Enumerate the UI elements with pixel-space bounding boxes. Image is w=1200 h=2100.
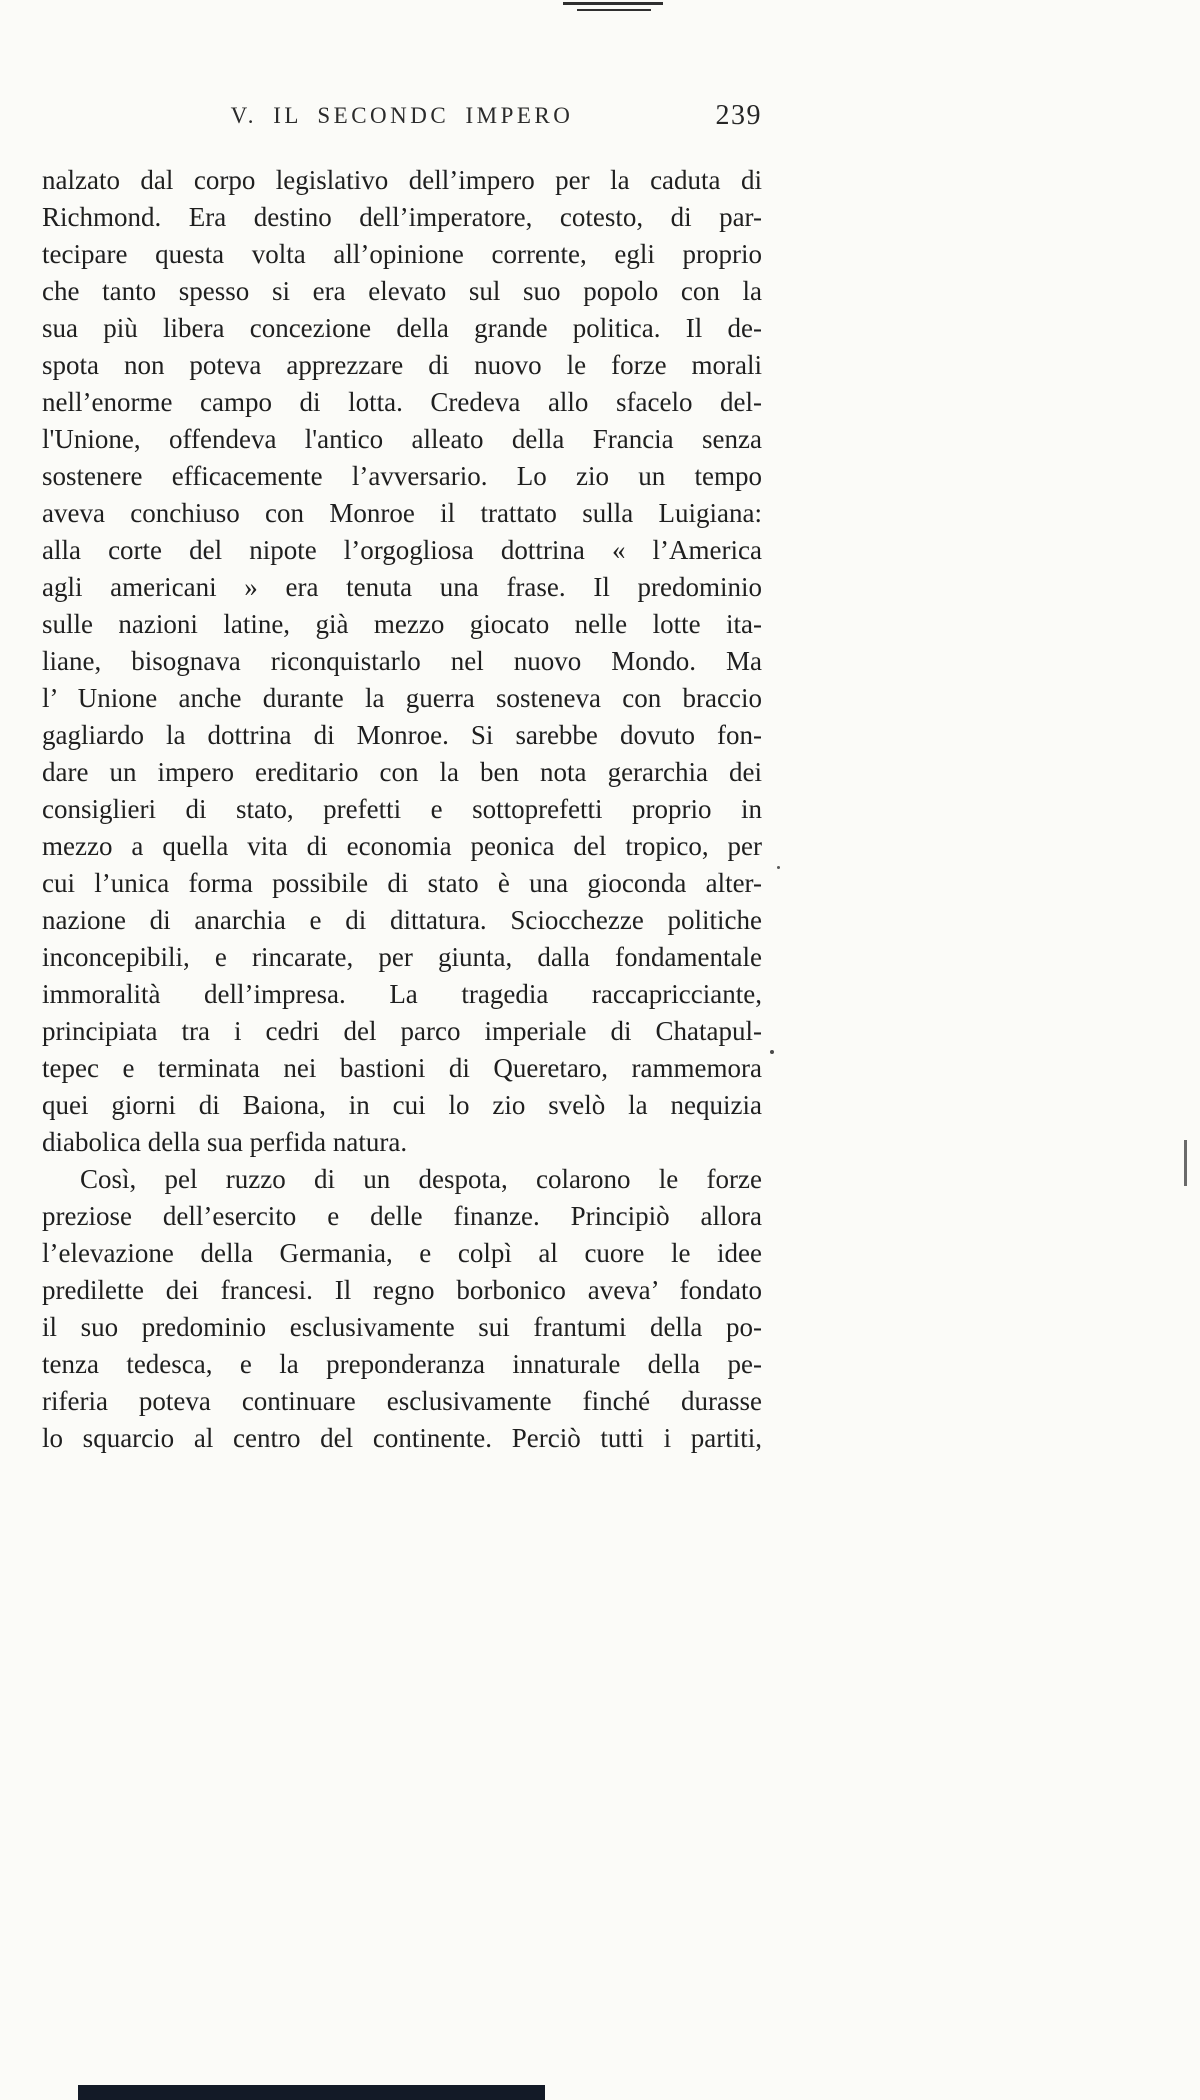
- bottom-scan-bar: [78, 2085, 545, 2100]
- text-line: nalzato dal corpo legislativo dell’impero per la caduta di: [42, 165, 762, 195]
- text-line: alla corte del nipote l’orgogliosa dottrina « l’America: [42, 535, 762, 565]
- text-line: l’elevazione della Germania, e colpì al cuore le idee: [42, 1238, 762, 1268]
- text-line: consiglieri di stato, prefetti e sottoprefetti proprio in: [42, 794, 762, 824]
- text-line: sua più libera concezione della grande politica. Il de-: [42, 313, 762, 343]
- text-line: tenza tedesca, e la preponderanza innaturale della pe-: [42, 1349, 762, 1379]
- text-line: nell’enorme campo di lotta. Credeva allo sfacelo del-: [42, 387, 762, 417]
- text-line: gagliardo la dottrina di Monroe. Si sarebbe dovuto fon-: [42, 720, 762, 750]
- text-line: sostenere efficacemente l’avversario. Lo zio un tempo: [42, 461, 762, 491]
- text-line: l'Unione, offendeva l'antico alleato della Francia senza: [42, 424, 762, 454]
- text-line: Così, pel ruzzo di un despota, colarono le forze: [80, 1164, 762, 1194]
- text-line: tepec e terminata nei bastioni di Queretaro, rammemora: [42, 1053, 762, 1083]
- paragraph-2: [42, 1161, 762, 1457]
- text-line: predilette dei francesi. Il regno borbonico aveva’ fondato: [42, 1275, 762, 1305]
- paragraph-1: [42, 162, 762, 1161]
- text-line: nazione di anarchia e di dittatura. Sciocchezze politiche: [42, 905, 762, 935]
- text-line: agli americani » era tenuta una frase. Il predominio: [42, 572, 762, 602]
- top-edge-mark-2: [577, 9, 651, 11]
- text-line: preziose dell’esercito e delle finanze. Principiò allora: [42, 1201, 762, 1231]
- text-line: lo squarcio al centro del continente. Perciò tutti i partiti,: [42, 1423, 762, 1453]
- running-title: V. IL SECONDC IMPERO: [230, 103, 574, 128]
- text-line: diabolica della sua perfida natura.: [42, 1127, 408, 1157]
- text-line: l’ Unione anche durante la guerra sosteneva con braccio: [42, 683, 762, 713]
- right-margin-mark: [1184, 1140, 1187, 1186]
- ink-speck-1: [770, 1050, 774, 1054]
- text-line: tecipare questa volta all’opinione corrente, egli proprio: [42, 239, 762, 269]
- text-line: immoralità dell’impresa. La tragedia raccapricciante,: [42, 979, 762, 1009]
- text-line: inconcepibili, e rincarate, per giunta, dalla fondamentale: [42, 942, 762, 972]
- text-line: dare un impero ereditario con la ben nota gerarchia dei: [42, 757, 762, 787]
- text-line: quei giorni di Baiona, in cui lo zio svelò la nequizia: [42, 1090, 762, 1120]
- text-line: liane, bisognava riconquistarlo nel nuovo Mondo. Ma: [42, 646, 762, 676]
- page-body: [42, 162, 762, 1457]
- top-edge-mark-1: [563, 2, 663, 5]
- page-header: [42, 100, 762, 134]
- text-line: mezzo a quella vita di economia peonica del tropico, per: [42, 831, 762, 861]
- text-line: principiata tra i cedri del parco imperiale di Chatapul-: [42, 1016, 762, 1046]
- text-line: il suo predominio esclusivamente sui frantumi della po-: [42, 1312, 762, 1342]
- text-line: cui l’unica forma possibile di stato è una gioconda alter-: [42, 868, 762, 898]
- text-line: che tanto spesso si era elevato sul suo popolo con la: [42, 276, 762, 306]
- text-line: Richmond. Era destino dell’imperatore, cotesto, di par-: [42, 202, 762, 232]
- page-number: 239: [715, 100, 762, 131]
- text-line: sulle nazioni latine, già mezzo giocato nelle lotte ita-: [42, 609, 762, 639]
- text-line: aveva conchiuso con Monroe il trattato sulla Luigiana:: [42, 498, 762, 528]
- text-line: spota non poteva apprezzare di nuovo le forze morali: [42, 350, 762, 380]
- ink-speck-2: [777, 866, 780, 869]
- text-line: riferia poteva continuare esclusivamente finché durasse: [42, 1386, 762, 1416]
